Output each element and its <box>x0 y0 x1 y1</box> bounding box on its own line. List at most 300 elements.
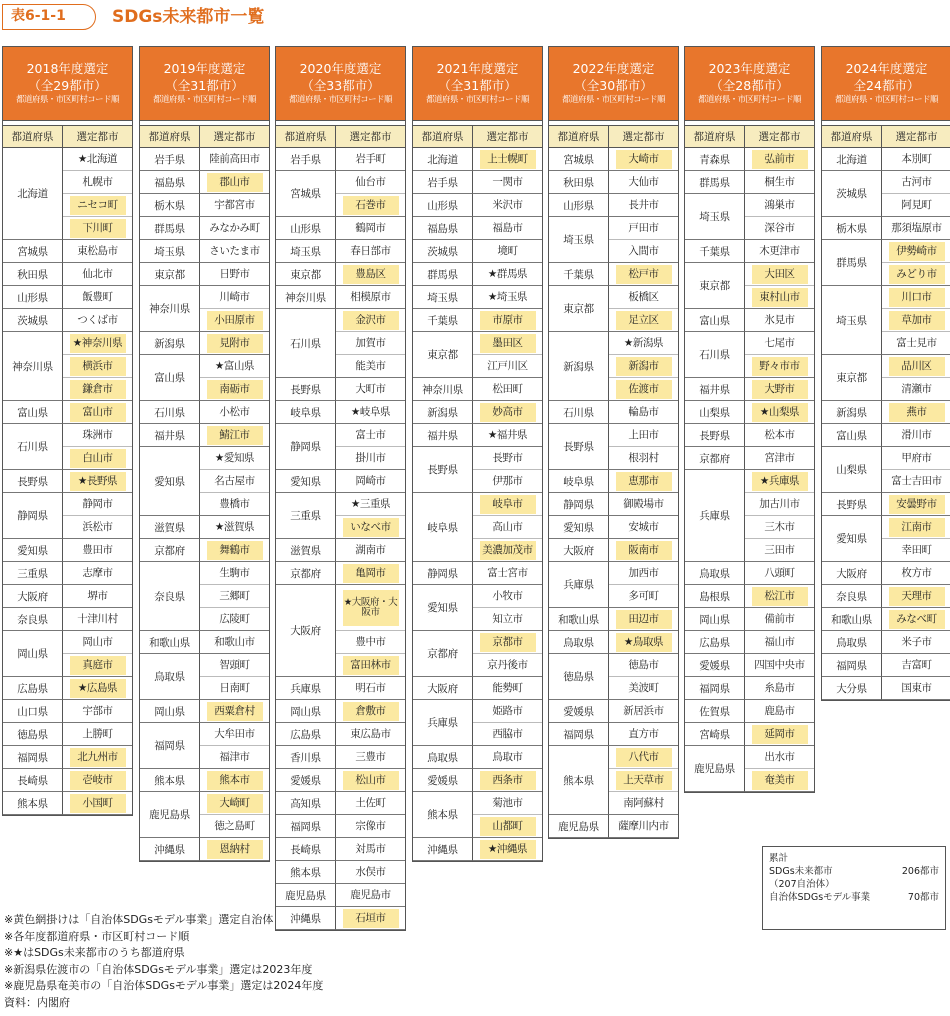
city-name: 宇都宮市 <box>214 199 255 211</box>
city-row <box>473 585 542 608</box>
cumulative-tally <box>762 846 946 930</box>
prefecture-cell: 愛媛県 <box>685 654 745 677</box>
city-name: 川崎市 <box>219 291 250 303</box>
city-name: 横浜市 <box>70 357 126 376</box>
city-row <box>63 516 132 539</box>
city-name: 輪島市 <box>628 406 659 418</box>
city-name: 国東市 <box>901 682 932 694</box>
city-row <box>63 493 132 516</box>
prefecture-cell: 新潟県 <box>413 401 473 424</box>
year-column <box>139 46 270 862</box>
column-order-note: 都道府県・市区町村コード順 <box>153 95 256 105</box>
prefecture-cell: 静岡県 <box>549 493 609 516</box>
city-row <box>336 447 405 470</box>
city-name: さいたま市 <box>209 245 260 257</box>
city-name: 清瀬市 <box>901 383 932 395</box>
city-row <box>609 608 678 631</box>
city-row <box>473 677 542 700</box>
city-row <box>63 424 132 447</box>
city-name: 大仙市 <box>628 176 659 188</box>
header-city: 選定都市 <box>745 126 814 148</box>
city-name: 見附市 <box>207 334 263 353</box>
prefecture-cell: 長野県 <box>822 493 882 516</box>
city-row <box>336 654 405 677</box>
prefecture-cell: 茨城県 <box>3 309 63 332</box>
city-name: 土佐町 <box>355 797 386 809</box>
prefecture-cell: 埼玉県 <box>549 217 609 263</box>
city-name: 西脇市 <box>492 728 523 740</box>
prefecture-cell: 熊本県 <box>276 861 336 884</box>
prefecture-cell: 福岡県 <box>140 723 200 769</box>
city-row <box>745 286 814 309</box>
city-name: 八頭町 <box>764 567 795 579</box>
city-row <box>609 148 678 171</box>
city-name: ★山梨県 <box>752 403 808 422</box>
city-row <box>63 378 132 401</box>
city-row <box>882 654 950 677</box>
city-row <box>609 309 678 332</box>
city-row <box>473 309 542 332</box>
city-name: 出水市 <box>764 751 795 763</box>
city-row <box>745 217 814 240</box>
city-name: 富士市 <box>355 429 386 441</box>
city-name: 安曇野市 <box>889 495 945 514</box>
column-year: 2018年度選定 <box>26 61 109 76</box>
header-city: 選定都市 <box>473 126 542 148</box>
city-name: 新居浜市 <box>623 705 664 717</box>
city-name: 小田原市 <box>207 311 263 330</box>
header-prefecture: 都道府県 <box>413 126 473 148</box>
city-name: 舞鶴市 <box>207 541 263 560</box>
prefecture-cell: 千葉県 <box>685 240 745 263</box>
city-row <box>609 470 678 493</box>
city-row <box>609 355 678 378</box>
prefecture-cell: 大阪府 <box>276 585 336 677</box>
city-row <box>63 677 132 700</box>
city-row <box>336 677 405 700</box>
prefecture-cell: 山形県 <box>3 286 63 309</box>
city-row <box>473 424 542 447</box>
tally-cities-value: 206都市 <box>901 866 939 877</box>
city-name: 鹿児島市 <box>350 889 391 901</box>
city-name: 飯豊町 <box>82 291 113 303</box>
city-name: 三木市 <box>764 521 795 533</box>
footnote: ※鹿児島県奄美市の「自治体SDGsモデル事業」選定は2024年度 <box>4 979 324 992</box>
column-year: 2020年度選定 <box>299 61 382 76</box>
year-column <box>684 46 815 793</box>
prefecture-cell: 神奈川県 <box>140 286 200 332</box>
column-count: 全24都市） <box>853 78 920 93</box>
prefecture-cell: 北海道 <box>822 148 882 171</box>
city-row <box>200 838 269 861</box>
header-prefecture: 都道府県 <box>140 126 200 148</box>
prefecture-cell: 京都府 <box>413 631 473 677</box>
city-row <box>745 309 814 332</box>
city-name: みどり市 <box>889 265 945 284</box>
page-title: SDGs未来都市一覧 <box>112 7 265 27</box>
city-name: 真庭市 <box>70 656 126 675</box>
tally-row-model <box>769 891 939 904</box>
city-name: 富田林市 <box>343 656 399 675</box>
city-row <box>63 562 132 585</box>
city-row <box>63 148 132 171</box>
prefecture-cell: 群馬県 <box>822 240 882 286</box>
city-name: 深谷市 <box>764 222 795 234</box>
city-row <box>336 815 405 838</box>
prefecture-cell: 鹿児島県 <box>549 815 609 838</box>
city-name: 石垣市 <box>343 909 399 928</box>
city-row <box>200 562 269 585</box>
city-row <box>745 539 814 562</box>
header-prefecture: 都道府県 <box>685 126 745 148</box>
city-name: ★大阪府・大阪市 <box>343 590 399 626</box>
city-row <box>882 194 950 217</box>
city-row <box>336 401 405 424</box>
city-name: 小松市 <box>219 406 250 418</box>
prefecture-cell: 埼玉県 <box>685 194 745 240</box>
city-row <box>336 286 405 309</box>
city-name: 上田市 <box>628 429 659 441</box>
prefecture-cell: 石川県 <box>3 424 63 470</box>
prefecture-cell: 兵庫県 <box>276 677 336 700</box>
city-name: 恩納村 <box>207 840 263 859</box>
city-name: ★三重県 <box>350 498 391 510</box>
city-name: 堺市 <box>87 590 108 602</box>
city-name: 伊那市 <box>492 475 523 487</box>
city-name: 松山市 <box>343 771 399 790</box>
city-row <box>882 516 950 539</box>
prefecture-cell: 熊本県 <box>140 769 200 792</box>
city-row <box>745 769 814 792</box>
prefecture-cell: 愛媛県 <box>276 769 336 792</box>
city-row <box>745 355 814 378</box>
city-name: 岡崎市 <box>355 475 386 487</box>
city-row <box>473 378 542 401</box>
prefecture-cell: 愛知県 <box>3 539 63 562</box>
city-row <box>882 585 950 608</box>
city-name: 鹿島市 <box>764 705 795 717</box>
city-row <box>473 470 542 493</box>
city-name: 阪南市 <box>616 541 672 560</box>
city-name: 一関市 <box>492 176 523 188</box>
city-name: 糸島市 <box>764 682 795 694</box>
prefecture-cell: 山梨県 <box>685 401 745 424</box>
prefecture-cell: 愛知県 <box>822 516 882 562</box>
city-row <box>63 608 132 631</box>
city-name: 大崎市 <box>616 150 672 169</box>
prefecture-cell: 青森県 <box>685 148 745 171</box>
city-name: 三豊市 <box>355 751 386 763</box>
city-row <box>336 539 405 562</box>
city-name: 古河市 <box>901 176 932 188</box>
source-note: 資料：内閣府 <box>4 995 70 1009</box>
prefecture-cell: 栃木県 <box>822 217 882 240</box>
prefecture-cell: 島根県 <box>685 585 745 608</box>
city-name: 鶴岡市 <box>355 222 386 234</box>
year-column <box>2 46 133 816</box>
city-row <box>473 838 542 861</box>
city-name: 川口市 <box>889 288 945 307</box>
city-row <box>882 171 950 194</box>
city-row <box>609 585 678 608</box>
prefecture-cell: 京都府 <box>685 447 745 470</box>
prefecture-cell: 東京都 <box>276 263 336 286</box>
tally-municipalities: （207自治体） <box>769 879 835 890</box>
prefecture-cell: 岐阜県 <box>276 401 336 424</box>
column-count: （全28都市） <box>710 78 789 93</box>
city-name: 珠洲市 <box>82 429 113 441</box>
city-row <box>63 539 132 562</box>
city-name: 豊島区 <box>343 265 399 284</box>
prefecture-cell: 和歌山県 <box>822 608 882 631</box>
city-name: 豊橋市 <box>219 498 250 510</box>
city-name: 壱岐市 <box>70 771 126 790</box>
column-header <box>822 47 950 121</box>
city-name: 日南町 <box>219 682 250 694</box>
prefecture-cell: 富山県 <box>685 309 745 332</box>
city-name: 小牧市 <box>492 590 523 602</box>
city-row <box>745 194 814 217</box>
prefecture-cell: 鹿児島県 <box>685 746 745 792</box>
tally-model-value: 70都市 <box>907 892 939 903</box>
city-row <box>63 194 132 217</box>
city-row <box>882 332 950 355</box>
city-row <box>336 378 405 401</box>
city-row <box>882 263 950 286</box>
city-row <box>63 585 132 608</box>
city-row <box>200 815 269 838</box>
city-row <box>473 194 542 217</box>
city-row <box>609 631 678 654</box>
city-name: ★福井県 <box>487 429 528 441</box>
prefecture-cell: 和歌山県 <box>140 631 200 654</box>
city-name: 春日部市 <box>350 245 391 257</box>
city-row <box>200 401 269 424</box>
city-name: いなべ市 <box>343 518 399 537</box>
city-row <box>882 677 950 700</box>
prefecture-cell: 栃木県 <box>140 194 200 217</box>
prefecture-cell: 岩手県 <box>140 148 200 171</box>
prefecture-cell: 愛知県 <box>549 516 609 539</box>
city-name: 滑川市 <box>901 429 932 441</box>
city-row <box>609 378 678 401</box>
column-order-note: 都道府県・市区町村コード順 <box>562 95 665 105</box>
prefecture-cell: 岡山県 <box>140 700 200 723</box>
city-row <box>200 355 269 378</box>
city-name: 天理市 <box>889 587 945 606</box>
prefecture-cell: 宮崎県 <box>685 723 745 746</box>
column-order-note: 都道府県・市区町村コード順 <box>698 95 801 105</box>
city-row <box>336 585 405 631</box>
city-row <box>336 217 405 240</box>
city-row <box>200 746 269 769</box>
city-row <box>882 470 950 493</box>
city-row <box>609 746 678 769</box>
tally-row-cities <box>769 865 939 878</box>
footnote: ※黄色網掛けは「自治体SDGsモデル事業」選定自治体 <box>4 913 274 926</box>
city-row <box>63 654 132 677</box>
city-row <box>200 769 269 792</box>
prefecture-cell: 鳥取県 <box>685 562 745 585</box>
prefecture-cell: 広島県 <box>685 631 745 654</box>
city-row <box>882 286 950 309</box>
city-name: みなかみ町 <box>209 222 260 234</box>
city-row <box>882 240 950 263</box>
header-city: 選定都市 <box>882 126 950 148</box>
prefecture-cell: 岡山県 <box>276 700 336 723</box>
city-name: 郡山市 <box>207 173 263 192</box>
city-row <box>609 332 678 355</box>
prefecture-cell: 神奈川県 <box>3 332 63 401</box>
header-prefecture: 都道府県 <box>822 126 882 148</box>
city-row <box>473 723 542 746</box>
year-column <box>412 46 543 862</box>
city-name: 野々市市 <box>752 357 808 376</box>
city-name: 富士吉田市 <box>891 475 942 487</box>
city-name: 山都町 <box>480 817 536 836</box>
city-row <box>473 286 542 309</box>
city-row <box>336 424 405 447</box>
city-name: 仙台市 <box>355 176 386 188</box>
city-name: ニセコ町 <box>70 196 126 215</box>
city-name: 直方市 <box>628 728 659 740</box>
city-name: 新潟市 <box>616 357 672 376</box>
city-row <box>745 562 814 585</box>
city-name: 市原市 <box>480 311 536 330</box>
prefecture-cell: 岐阜県 <box>549 470 609 493</box>
column-header <box>276 47 405 121</box>
prefecture-cell: 大阪府 <box>413 677 473 700</box>
city-row <box>336 631 405 654</box>
city-row <box>609 424 678 447</box>
city-row <box>63 631 132 654</box>
city-name: みなべ町 <box>889 610 945 629</box>
prefecture-cell: 兵庫県 <box>413 700 473 746</box>
city-name: 妙高市 <box>480 403 536 422</box>
prefecture-cell: 長野県 <box>685 424 745 447</box>
city-row <box>609 447 678 470</box>
prefecture-cell: 石川県 <box>140 401 200 424</box>
city-name: 米子市 <box>901 636 932 648</box>
city-name: 奄美市 <box>752 771 808 790</box>
city-name: 大田区 <box>752 265 808 284</box>
column-count: （全31都市） <box>165 78 244 93</box>
city-name: 相模原市 <box>350 291 391 303</box>
prefecture-cell: 広島県 <box>276 723 336 746</box>
city-row <box>609 401 678 424</box>
city-name: 上天草市 <box>616 771 672 790</box>
city-name: 上勝町 <box>82 728 113 740</box>
city-name: 亀岡市 <box>343 564 399 583</box>
prefecture-cell: 大阪府 <box>3 585 63 608</box>
city-name: 能美市 <box>355 360 386 372</box>
city-name: ★滋賀県 <box>214 521 255 533</box>
column-header <box>685 47 814 121</box>
prefecture-cell: 石川県 <box>685 332 745 378</box>
title-bar <box>0 0 950 36</box>
tally-label: 累計 <box>769 853 789 864</box>
city-name: 江戸川区 <box>487 360 528 372</box>
city-name: ★愛知県 <box>214 452 255 464</box>
prefecture-cell: 滋賀県 <box>276 539 336 562</box>
city-row <box>336 332 405 355</box>
prefecture-cell: 富山県 <box>140 355 200 401</box>
city-row <box>745 378 814 401</box>
header-city: 選定都市 <box>200 126 269 148</box>
city-row <box>336 309 405 332</box>
city-row <box>200 378 269 401</box>
city-name: 徳之島町 <box>214 820 255 832</box>
city-row <box>200 240 269 263</box>
prefecture-cell: 高知県 <box>276 792 336 815</box>
prefecture-cell: 岡山県 <box>685 608 745 631</box>
city-name: 徳島市 <box>628 659 659 671</box>
city-name: 薩摩川内市 <box>618 820 669 832</box>
city-name: 下川町 <box>70 219 126 238</box>
city-name: 西条市 <box>480 771 536 790</box>
tally-cities-label: SDGs未来都市 <box>769 866 833 877</box>
city-name: 西粟倉村 <box>207 702 263 721</box>
prefecture-cell: 福岡県 <box>685 677 745 700</box>
city-row <box>609 539 678 562</box>
city-name: 姫路市 <box>492 705 523 717</box>
city-row <box>200 493 269 516</box>
header-city: 選定都市 <box>609 126 678 148</box>
footnotes <box>4 912 704 1011</box>
prefecture-cell: 和歌山県 <box>549 608 609 631</box>
city-name: ★神奈川県 <box>70 334 126 353</box>
city-row <box>609 769 678 792</box>
city-name: 戸田市 <box>628 222 659 234</box>
prefecture-cell: 岩手県 <box>413 171 473 194</box>
city-row <box>473 792 542 815</box>
prefecture-cell: 長崎県 <box>276 838 336 861</box>
city-name: 松本市 <box>764 429 795 441</box>
city-name: 足立区 <box>616 311 672 330</box>
city-name: 入間市 <box>628 245 659 257</box>
prefecture-cell: 京都府 <box>140 539 200 562</box>
city-row <box>336 171 405 194</box>
prefecture-cell: 秋田県 <box>549 171 609 194</box>
city-name: 湖南市 <box>355 544 386 556</box>
city-name: 枚方市 <box>901 567 932 579</box>
city-row <box>336 493 405 516</box>
city-name: 金沢市 <box>343 311 399 330</box>
prefecture-cell: 群馬県 <box>413 263 473 286</box>
prefecture-cell: 福島県 <box>413 217 473 240</box>
city-row <box>745 148 814 171</box>
city-table <box>822 125 950 700</box>
city-row <box>336 470 405 493</box>
city-name: ★富山県 <box>214 360 255 372</box>
city-row <box>63 470 132 493</box>
city-name: 大牟田市 <box>214 728 255 740</box>
column-order-note: 都道府県・市区町村コード順 <box>835 95 938 105</box>
city-name: 東村山市 <box>752 288 808 307</box>
prefecture-cell: 福井県 <box>685 378 745 401</box>
prefecture-cell: 新潟県 <box>549 332 609 401</box>
city-row <box>63 263 132 286</box>
prefecture-cell: 大阪府 <box>822 562 882 585</box>
city-name: 鴻巣市 <box>764 199 795 211</box>
city-row <box>745 654 814 677</box>
city-row <box>473 700 542 723</box>
column-count: （全29都市） <box>28 78 107 93</box>
city-row <box>473 631 542 654</box>
city-name: 能勢町 <box>492 682 523 694</box>
city-name: 掛川市 <box>355 452 386 464</box>
column-header <box>140 47 269 121</box>
